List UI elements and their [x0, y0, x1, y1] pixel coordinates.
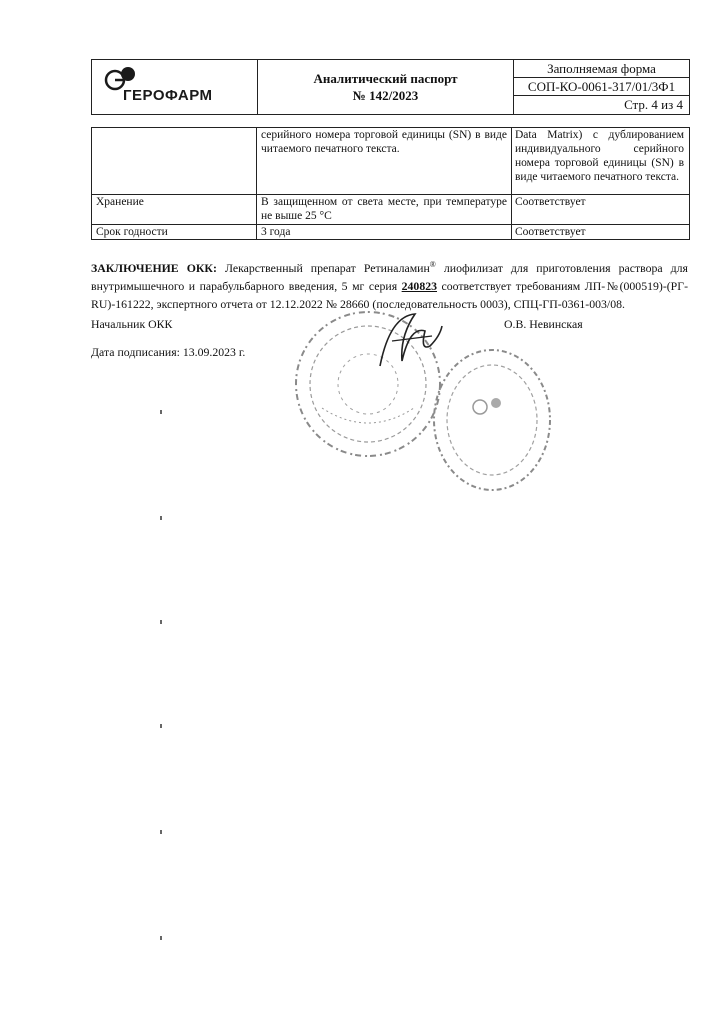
parameter-cell — [92, 128, 257, 194]
form-code: СОП-КО-0061-317/01/3Ф1 — [527, 79, 676, 94]
conclusion-text: лиофилизат для приготовления раствора для внутримышечного и парабульбарного введения, 5 мг серия — [91, 260, 688, 293]
requirement-cell: серийного номера торговой единицы (SN) в виде читаемого печатного текста. — [257, 128, 512, 194]
table-row — [92, 224, 689, 239]
requirement-cell: 3 года — [257, 225, 512, 239]
company-logo — [92, 60, 258, 114]
conclusion-text: соответствует требованиям ЛП-№(000519)-(РГ-RU)-161222, экспертного отчета от 12.12.2022 № 28660 (последовательность 0003), СПЦ-ГП-0361-003/08. — [91, 278, 688, 311]
table-row — [92, 128, 689, 194]
parameter-cell: Срок годности — [92, 225, 257, 239]
result-cell: Соответствует — [515, 226, 586, 238]
result-cell: Data Matrix) с дублированием индивидуального серийного номера торговой единицы (SN) в виде читаемого печатного текста. — [515, 129, 684, 183]
form-label: Заполняемая форма — [547, 61, 656, 76]
table-row — [92, 194, 689, 224]
result-cell: Соответствует — [515, 196, 586, 208]
scan-mark — [160, 620, 162, 624]
page-number: Стр. 4 из 4 — [624, 97, 683, 112]
signing-date: Дата подписания: 13.09.2023 г. — [91, 345, 246, 359]
signature-icon — [370, 306, 450, 376]
signatory-title: Начальник ОКК — [91, 317, 173, 331]
batch-number: 240823 — [401, 278, 438, 293]
scan-mark — [160, 410, 162, 414]
company-name: ГЕРОФАРМ — [123, 87, 213, 104]
document-title — [258, 60, 514, 114]
trademark-symbol: ® — [429, 260, 436, 269]
parameter-cell: Хранение — [92, 195, 257, 224]
logo-dot-icon — [120, 66, 136, 82]
document-header — [91, 59, 690, 115]
document-title-line1: Аналитический паспорт — [313, 71, 458, 86]
scan-mark — [160, 830, 162, 834]
scan-mark — [160, 936, 162, 940]
document-number: № 142/2023 — [352, 88, 419, 103]
signatory-name: О.В. Невинская — [504, 317, 583, 331]
conclusion-paragraph — [91, 256, 688, 313]
requirement-cell: В защищенном от света месте, при температуре не выше 25 °С — [257, 195, 512, 224]
scan-mark — [160, 724, 162, 728]
form-info — [514, 60, 689, 114]
scan-mark — [160, 516, 162, 520]
specification-table — [91, 127, 690, 240]
conclusion-text: Лекарственный препарат Ретиналамин — [216, 260, 430, 275]
conclusion-label: ЗАКЛЮЧЕНИЕ ОКК: — [91, 260, 217, 275]
